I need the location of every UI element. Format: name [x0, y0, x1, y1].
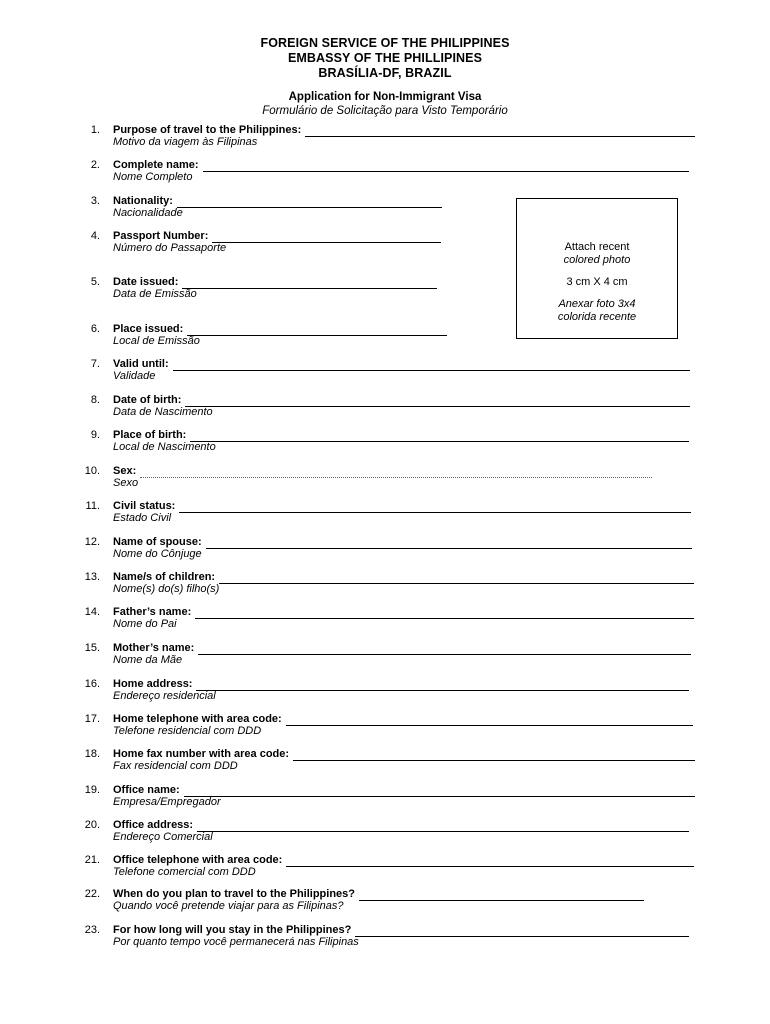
field-number: 3.	[90, 195, 100, 207]
field-label-portuguese: Fax residencial com DDD	[113, 760, 238, 772]
field-label-portuguese: Motivo da viagem às Filipinas	[113, 136, 258, 148]
field-number: 10.	[84, 465, 100, 477]
field-label: Father’s name:	[113, 606, 192, 618]
field-input-line[interactable]	[190, 441, 689, 442]
field-number: 22.	[84, 888, 100, 900]
field-label-portuguese: Número do Passaporte	[113, 242, 227, 254]
form-field-12	[0, 535, 770, 565]
field-input-line[interactable]	[198, 654, 691, 655]
field-label: Place of birth:	[113, 429, 187, 441]
field-label-portuguese: Nome(s) do(s) filho(s)	[113, 583, 220, 595]
field-label: Nationality:	[113, 195, 173, 207]
field-label: Purpose of travel to the Philippines:	[113, 124, 302, 136]
field-label-portuguese: Data de Emissão	[113, 288, 197, 300]
field-label: Passport Number:	[113, 230, 209, 242]
field-input-line[interactable]	[212, 242, 441, 243]
photo-instruction-pt-1: Anexar foto 3x4	[558, 298, 636, 310]
form-field-19	[0, 783, 770, 813]
field-label: Office name:	[113, 784, 180, 796]
field-number: 20.	[84, 819, 100, 831]
field-label: Office address:	[113, 819, 194, 831]
field-label-portuguese: Empresa/Empregador	[113, 796, 221, 808]
form-field-6	[0, 322, 770, 352]
form-subtitle: Formulário de Solicitação para Visto Temporário	[262, 105, 508, 117]
form-field-23	[0, 923, 770, 953]
field-label-portuguese: Estado Civil	[113, 512, 172, 524]
field-label-portuguese: Nome do Cônjuge	[113, 548, 202, 560]
form-field-4	[0, 229, 770, 259]
field-input-line[interactable]	[177, 207, 442, 208]
field-label: Office telephone with area code:	[113, 854, 283, 866]
field-number: 13.	[84, 571, 100, 583]
field-label-portuguese: Data de Nascimento	[113, 406, 213, 418]
field-input-line[interactable]	[305, 136, 695, 137]
form-field-21	[0, 853, 770, 883]
field-number: 21.	[84, 854, 100, 866]
field-label-portuguese: Validade	[113, 370, 156, 382]
field-number: 9.	[90, 429, 100, 441]
field-number: 6.	[90, 323, 100, 335]
field-label-portuguese: Nacionalidade	[113, 207, 183, 219]
field-input-line[interactable]	[173, 370, 690, 371]
field-number: 19.	[84, 784, 100, 796]
field-label: Valid until:	[113, 358, 169, 370]
field-input-line[interactable]	[206, 548, 692, 549]
field-number: 17.	[84, 713, 100, 725]
form-field-10	[0, 464, 770, 494]
field-number: 8.	[90, 394, 100, 406]
form-field-3	[0, 194, 770, 224]
form-field-16	[0, 677, 770, 707]
field-input-line[interactable]	[185, 406, 690, 407]
field-number: 23.	[84, 924, 100, 936]
form-title: Application for Non-Immigrant Visa	[288, 91, 482, 103]
form-field-22	[0, 887, 770, 917]
field-input-line[interactable]	[355, 936, 689, 937]
field-label: Place issued:	[113, 323, 184, 335]
field-label-portuguese: Quando você pretende viajar para as Filipinas?	[113, 900, 344, 912]
header-line-3: BRASÍLIA-DF, BRAZIL	[318, 66, 452, 80]
field-label: Civil status:	[113, 500, 176, 512]
form-field-20	[0, 818, 770, 848]
field-number: 1.	[90, 124, 100, 136]
field-label-portuguese: Sexo	[113, 477, 139, 489]
field-label: Mother’s name:	[113, 642, 195, 654]
form-field-7	[0, 357, 770, 387]
field-number: 16.	[84, 678, 100, 690]
photo-instruction-pt-2: colorida recente	[557, 311, 637, 323]
field-input-line[interactable]	[359, 900, 644, 901]
field-number: 18.	[84, 748, 100, 760]
field-input-line[interactable]	[196, 690, 689, 691]
field-number: 7.	[90, 358, 100, 370]
field-label-portuguese: Nome do Pai	[113, 618, 177, 630]
field-input-line[interactable]	[197, 831, 689, 832]
photo-size: 3 cm X 4 cm	[566, 276, 628, 288]
field-input-line[interactable]	[187, 335, 447, 336]
field-label: Date of birth:	[113, 394, 182, 406]
field-label-portuguese: Endereço Comercial	[113, 831, 213, 843]
field-number: 2.	[90, 159, 100, 171]
field-label: When do you plan to travel to the Philippines?	[113, 888, 356, 900]
form-field-14	[0, 605, 770, 635]
field-label: Name/s of children:	[113, 571, 216, 583]
field-input-line[interactable]	[286, 866, 694, 867]
field-label-portuguese: Endereço residencial	[113, 690, 216, 702]
field-label-portuguese: Por quanto tempo você permanecerá nas Filipinas	[113, 936, 359, 948]
field-label-portuguese: Nome da Mãe	[113, 654, 183, 666]
form-field-11	[0, 499, 770, 529]
form-field-17	[0, 712, 770, 742]
field-label: Home fax number with area code:	[113, 748, 290, 760]
form-field-5	[0, 275, 770, 305]
form-field-13	[0, 570, 770, 600]
field-label: Home telephone with area code:	[113, 713, 282, 725]
field-label-portuguese: Local de Emissão	[113, 335, 200, 347]
field-number: 14.	[84, 606, 100, 618]
header-line-2: EMBASSY OF THE PHILLIPINES	[287, 51, 483, 65]
field-number: 12.	[84, 536, 100, 548]
field-input-line[interactable]	[293, 760, 695, 761]
field-label-portuguese: Telefone residencial com DDD	[113, 725, 262, 737]
field-label: Sex:	[113, 465, 137, 477]
photo-instruction-2: colored photo	[563, 254, 631, 266]
form-header	[0, 36, 770, 118]
field-label: For how long will you stay in the Philippines?	[113, 924, 352, 936]
field-label: Date issued:	[113, 276, 179, 288]
field-input-line[interactable]	[179, 512, 691, 513]
field-label: Complete name:	[113, 159, 199, 171]
header-line-1: FOREIGN SERVICE OF THE PHILIPPINES	[260, 36, 510, 50]
form-field-8	[0, 393, 770, 423]
field-input-line[interactable]	[286, 725, 693, 726]
field-input-line[interactable]	[184, 796, 695, 797]
field-number: 4.	[90, 230, 100, 242]
field-input-line[interactable]	[140, 477, 652, 478]
field-label: Home address:	[113, 678, 193, 690]
field-input-line[interactable]	[219, 583, 694, 584]
form-field-15	[0, 641, 770, 671]
form-field-9	[0, 428, 770, 458]
form-field-1	[0, 123, 770, 153]
field-input-line[interactable]	[203, 171, 689, 172]
field-number: 11.	[85, 500, 100, 512]
field-number: 5.	[90, 276, 100, 288]
form-field-18	[0, 747, 770, 777]
field-label-portuguese: Telefone comercial com DDD	[113, 866, 256, 878]
form-field-2	[0, 158, 770, 188]
field-label: Name of spouse:	[113, 536, 202, 548]
field-label-portuguese: Local de Nascimento	[113, 441, 216, 453]
field-input-line[interactable]	[195, 618, 694, 619]
photo-instruction-1: Attach recent	[564, 241, 630, 253]
field-number: 15.	[84, 642, 100, 654]
field-label-portuguese: Nome Completo	[113, 171, 193, 183]
field-input-line[interactable]	[182, 288, 437, 289]
